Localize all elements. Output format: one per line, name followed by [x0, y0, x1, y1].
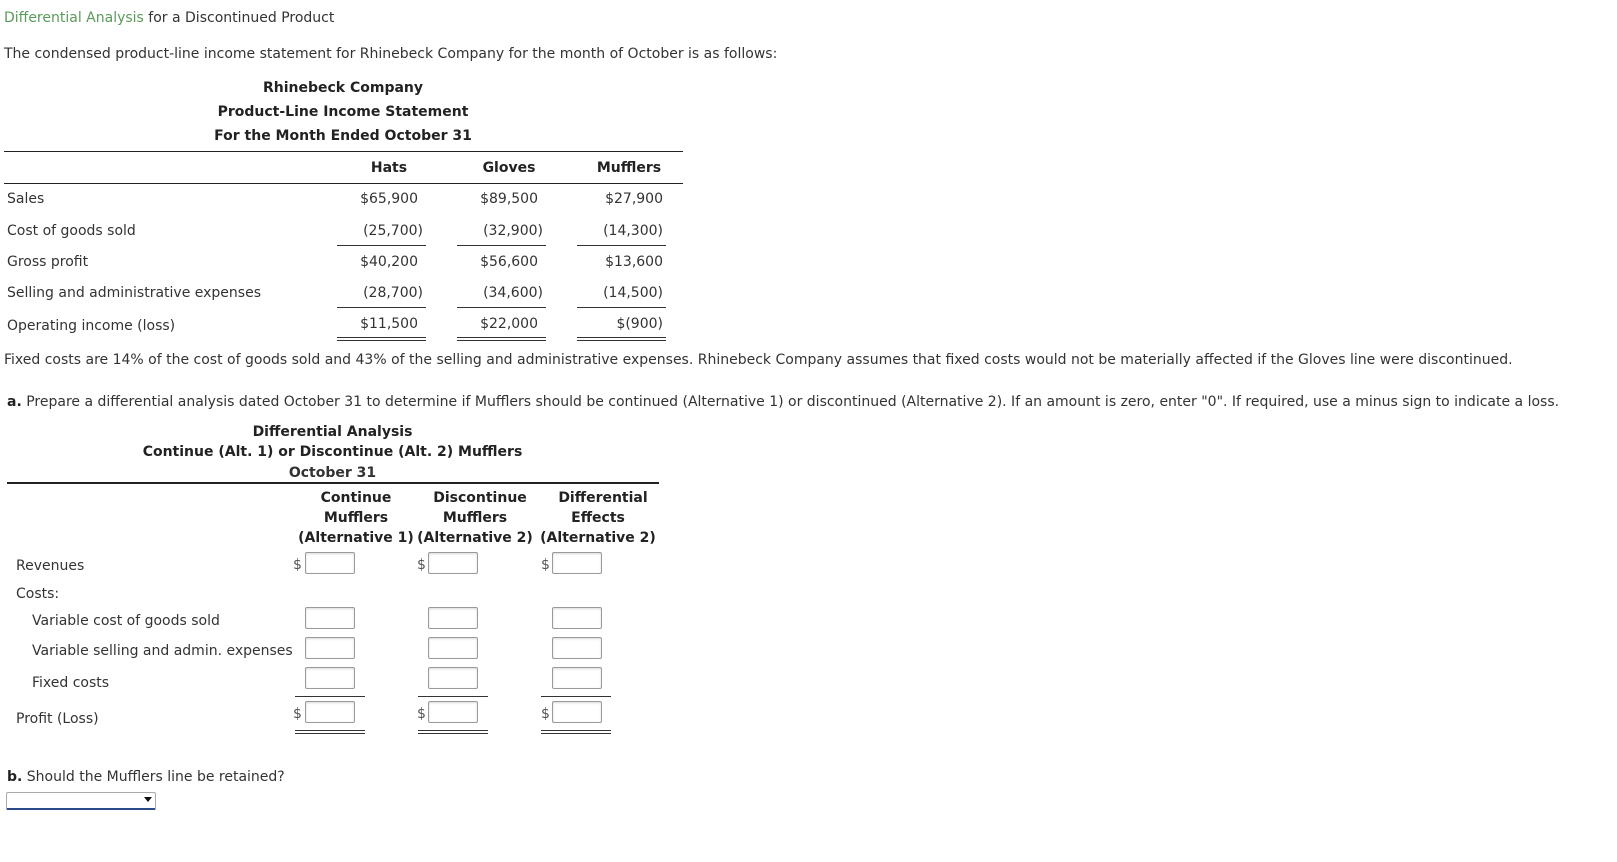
fixed-costs-alt2-input[interactable]: [428, 667, 478, 689]
profit-alt1-input[interactable]: [305, 701, 355, 723]
col1-line1: Continue: [320, 490, 392, 506]
variable-cogs-alt2-input[interactable]: [428, 607, 478, 629]
intro-text: The condensed product-line income statement for Rhinebeck Company for the month of October is as follows:: [4, 46, 778, 62]
col3-line2: Effects: [571, 510, 625, 526]
sales-mufflers: $27,900: [605, 191, 663, 207]
currency-symbol: $: [541, 706, 550, 722]
profit-alt2-input[interactable]: [428, 701, 478, 723]
cogs-mufflers: (14,300): [603, 223, 663, 239]
part-a-instructions: [7, 394, 1559, 410]
double-underline: [337, 340, 426, 341]
row-label-revenues: Revenues: [16, 558, 85, 574]
double-underline: [295, 733, 365, 734]
analysis-title: Differential Analysis: [252, 424, 413, 440]
double-underline: [418, 730, 488, 731]
underline: [337, 307, 426, 308]
gross-mufflers: $13,600: [605, 254, 663, 270]
variable-cogs-diff-input[interactable]: [552, 607, 602, 629]
double-underline: [457, 340, 546, 341]
double-underline: [418, 733, 488, 734]
currency-symbol: $: [293, 706, 302, 722]
currency-symbol: $: [417, 706, 426, 722]
profit-diff-input[interactable]: [552, 701, 602, 723]
row-label-operating-income: Operating income (loss): [7, 318, 176, 334]
col2-line3: (Alternative 2): [417, 530, 533, 546]
sales-gloves: $89,500: [480, 191, 538, 207]
row-label-sales: Sales: [7, 191, 45, 207]
fixed-costs-diff-input[interactable]: [552, 667, 602, 689]
double-underline: [541, 730, 611, 731]
statement-company: Rhinebeck Company: [262, 80, 424, 96]
underline: [337, 245, 426, 246]
revenues-diff-input[interactable]: [552, 552, 602, 574]
underline: [577, 307, 666, 308]
currency-symbol: $: [541, 557, 550, 573]
opinc-gloves: $22,000: [480, 316, 538, 332]
sa-mufflers: (14,500): [603, 285, 663, 301]
double-underline: [577, 337, 666, 338]
retain-mufflers-select[interactable]: [6, 792, 156, 810]
col-mufflers: Mufflers: [596, 160, 662, 176]
heading-rest: for a Discontinued Product: [148, 10, 335, 26]
sales-hats: $65,900: [360, 191, 418, 207]
underline: [457, 245, 546, 246]
col2-line2: Mufflers: [442, 510, 508, 526]
part-b-text: Should the Mufflers line be retained?: [26, 769, 285, 785]
analysis-date: October 31: [288, 465, 377, 481]
underline: [541, 696, 611, 697]
fixed-costs-note: Fixed costs are 14% of the cost of goods sold and 43% of the selling and administrative expenses. Rhinebeck Company assumes that fixed costs would not be materially affected if the Gloves line were discontinued.: [4, 352, 1513, 368]
statement-top-rule: [4, 151, 683, 152]
variable-sa-diff-input[interactable]: [552, 637, 602, 659]
statement-title: Product-Line Income Statement: [217, 104, 469, 120]
currency-symbol: $: [293, 557, 302, 573]
cogs-hats: (25,700): [363, 223, 423, 239]
underline: [295, 696, 365, 697]
opinc-mufflers: $(900): [616, 316, 663, 332]
part-a-label: a.: [7, 394, 22, 410]
col1-line3: (Alternative 1): [298, 530, 414, 546]
analysis-subtitle: Continue (Alt. 1) or Discontinue (Alt. 2) Mufflers: [142, 444, 523, 460]
currency-symbol: $: [417, 557, 426, 573]
sa-gloves: (34,600): [483, 285, 543, 301]
sa-hats: (28,700): [363, 285, 423, 301]
opinc-hats: $11,500: [360, 316, 418, 332]
underline: [457, 307, 546, 308]
row-label-costs: Costs:: [16, 586, 60, 602]
double-underline: [295, 730, 365, 731]
gross-gloves: $56,600: [480, 254, 538, 270]
row-label-variable-cogs: Variable cost of goods sold: [32, 613, 220, 629]
gross-hats: $40,200: [360, 254, 418, 270]
col3-line3: (Alternative 2): [540, 530, 656, 546]
double-underline: [541, 733, 611, 734]
chevron-down-icon: [144, 797, 152, 802]
variable-sa-alt2-input[interactable]: [428, 637, 478, 659]
variable-cogs-alt1-input[interactable]: [305, 607, 355, 629]
double-underline: [337, 337, 426, 338]
col-hats: Hats: [370, 160, 408, 176]
statement-header-rule: [4, 183, 683, 184]
row-label-sa-expenses: Selling and administrative expenses: [7, 285, 261, 301]
underline: [577, 245, 666, 246]
double-underline: [577, 340, 666, 341]
part-b-label: b.: [7, 769, 23, 785]
page-heading: [4, 10, 334, 26]
revenues-alt1-input[interactable]: [305, 552, 355, 574]
analysis-top-rule: [7, 482, 659, 484]
col2-line1: Discontinue: [433, 490, 527, 506]
col1-line2: Mufflers: [323, 510, 389, 526]
row-label-profit-loss: Profit (Loss): [16, 711, 99, 727]
row-label-cogs: Cost of goods sold: [7, 223, 136, 239]
part-a-text: Prepare a differential analysis dated October 31 to determine if Mufflers should be continued (Alternative 1) or discontinued (Alternative 2). If an amount is zero, enter "0". If required, use a minus sign to indicate a loss.: [26, 394, 1560, 410]
fixed-costs-alt1-input[interactable]: [305, 667, 355, 689]
variable-sa-alt1-input[interactable]: [305, 637, 355, 659]
cogs-gloves: (32,900): [483, 223, 543, 239]
underline: [418, 696, 488, 697]
part-b-question: [7, 769, 285, 785]
double-underline: [457, 337, 546, 338]
heading-link[interactable]: Differential Analysis: [4, 10, 144, 26]
statement-period: For the Month Ended October 31: [214, 128, 472, 144]
revenues-alt2-input[interactable]: [428, 552, 478, 574]
row-label-gross-profit: Gross profit: [7, 254, 89, 270]
row-label-fixed-costs: Fixed costs: [32, 675, 110, 691]
col3-line1: Differential: [558, 490, 648, 506]
col-gloves: Gloves: [482, 160, 536, 176]
row-label-variable-sa: Variable selling and admin. expenses: [32, 643, 293, 659]
